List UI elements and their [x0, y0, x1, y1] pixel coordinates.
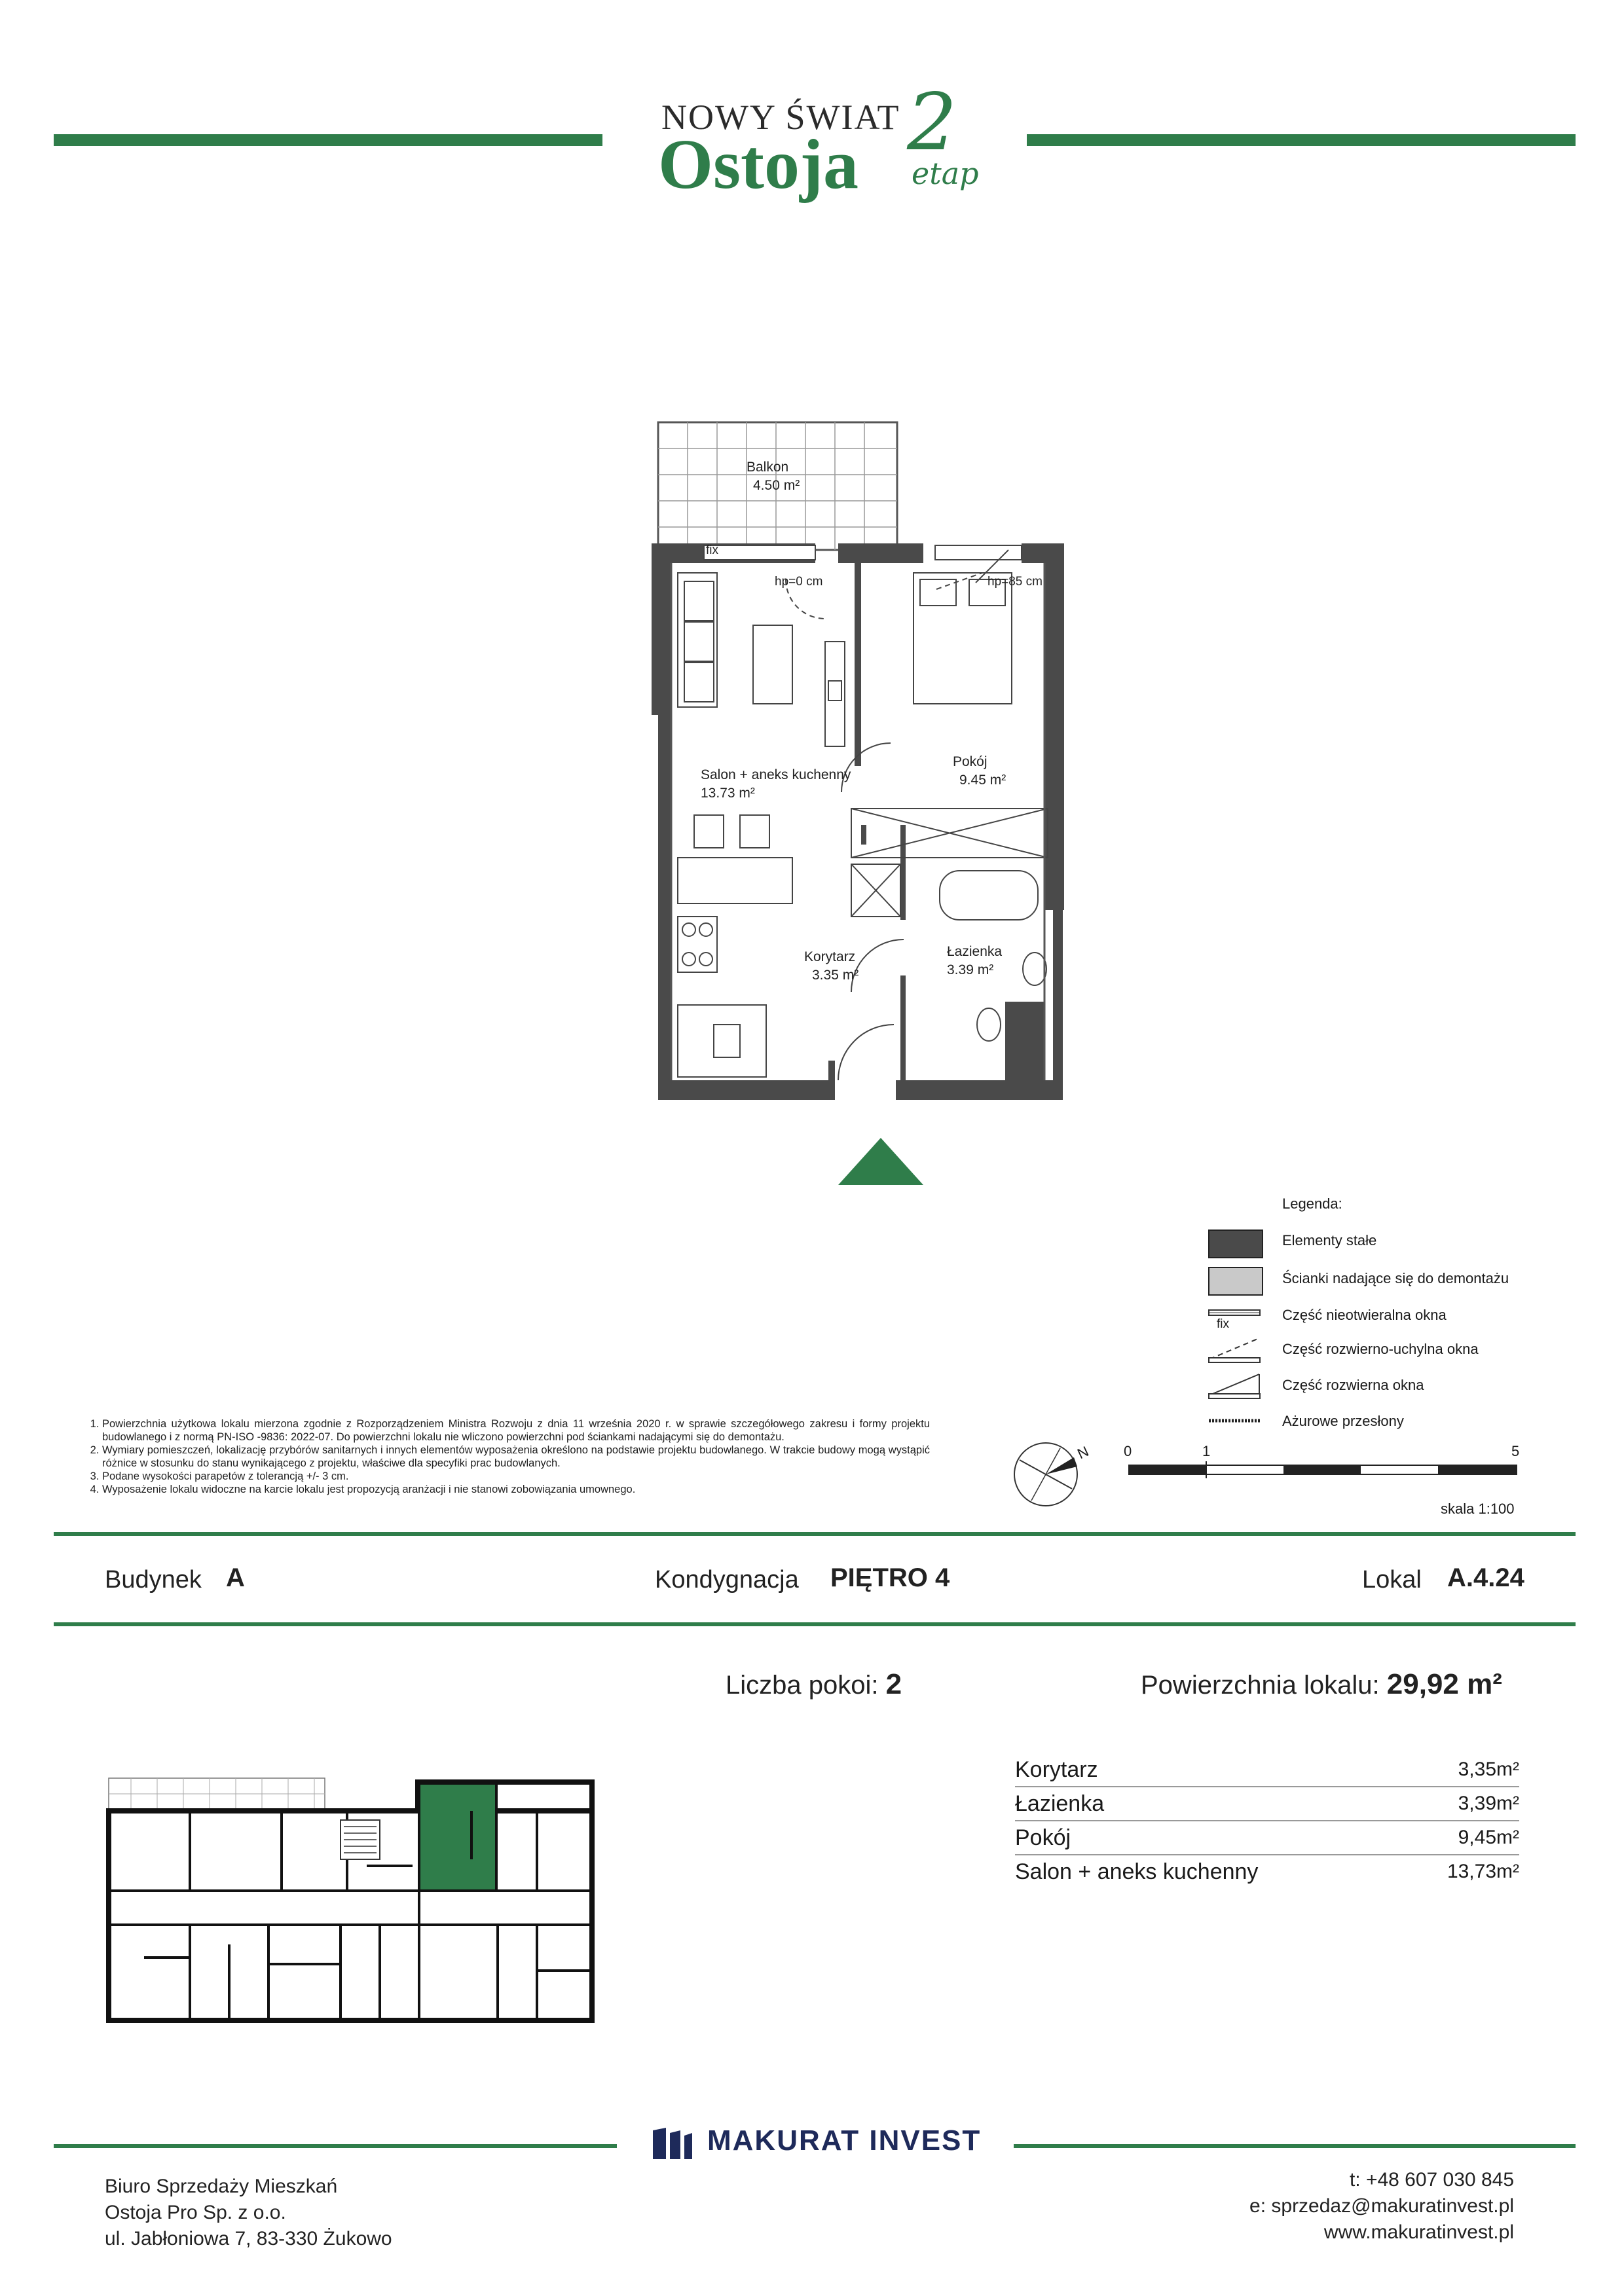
room-name: Pokój — [1015, 1825, 1071, 1850]
unit-area-value: 29,92 m² — [1386, 1668, 1502, 1700]
unit-area-label: Powierzchnia lokalu: — [1141, 1671, 1380, 1700]
key-plan — [105, 1774, 596, 2023]
furniture — [678, 550, 1048, 1080]
legend-item-fixed: Elementy stałe — [1282, 1232, 1377, 1248]
window-tilt-icon — [1208, 1336, 1261, 1363]
scale-bar — [1128, 1461, 1521, 1481]
footer-phone[interactable]: t: +48 607 030 845 — [1349, 2169, 1514, 2191]
plan-mark-fix: fix — [706, 543, 718, 557]
room-name: Łazienka — [947, 944, 1003, 959]
unit-label: Lokal — [1362, 1566, 1422, 1594]
footer-website[interactable]: www.makuratinvest.pl — [1323, 2221, 1514, 2243]
plan-mark-hp-living: hp=0 cm — [775, 575, 823, 589]
room-area: 13.73 m² — [701, 786, 755, 801]
room-name: Salon + aneks kuchenny — [1015, 1859, 1259, 1884]
legend-sub-fix: fix — [1217, 1317, 1229, 1331]
room-name: Balkon — [747, 460, 789, 475]
room-area: 9,45m² — [1458, 1827, 1519, 1848]
note-item: 1. Powierzchnia użytkowa lokalu mierzona zgodnie z Rozporządzeniem Ministra Rozwoju z dnia 11 września 2020 r. w sprawie szczegółowego zakresu i formy projektu budowlanego i z normą PN-ISO -9836: 2022-07. Do powierzchni lokalu nie wliczono powierzchni pod ściankami nadającymi się do demontażu. — [102, 1417, 930, 1444]
scale-label: skala 1:100 — [1441, 1501, 1515, 1517]
rooms-count-value: 2 — [885, 1668, 902, 1700]
area-table — [1015, 1753, 1519, 1888]
screen-icon — [1208, 1418, 1261, 1423]
header-line-right — [1027, 134, 1576, 146]
rooms-count-label: Liczba pokoi: — [726, 1671, 879, 1700]
scale-tick-1: 1 — [1202, 1443, 1211, 1459]
footer-left-line: Biuro Sprzedaży Mieszkań — [105, 2176, 338, 2197]
room-name: Korytarz — [1015, 1757, 1098, 1782]
room-area: 3,39m² — [1458, 1793, 1519, 1814]
room-area: 13,73m² — [1447, 1861, 1519, 1882]
plan-label-pokoj — [953, 753, 1031, 790]
building-value: A — [226, 1563, 245, 1592]
room-name: Salon + aneks kuchenny — [701, 767, 851, 782]
legend-item-screen: Ażurowe przesłony — [1282, 1413, 1404, 1429]
room-name: Pokój — [953, 754, 987, 769]
rooms-count — [726, 1668, 902, 1701]
legend-title: Legenda: — [1282, 1195, 1342, 1212]
footer-left-line: Ostoja Pro Sp. z o.o. — [105, 2202, 286, 2223]
scale-tick-5: 5 — [1511, 1443, 1520, 1459]
legend-swatch-fixed — [1208, 1230, 1263, 1258]
room-area: 3,35m² — [1458, 1758, 1519, 1780]
plan-label-korytarz — [804, 948, 883, 985]
note-item: 4. Wyposażenie lokalu widoczne na karcie lokalu jest propozycją aranżacji i nie stanowi zobowiązania umownego. — [102, 1483, 930, 1496]
floor-value: PIĘTRO 4 — [830, 1563, 950, 1592]
table-row — [1015, 1753, 1519, 1787]
footer-line-left — [54, 2144, 617, 2148]
table-row — [1015, 1821, 1519, 1855]
room-area: 3.39 m² — [947, 962, 994, 977]
footer-email[interactable]: e: sprzedaz@makuratinvest.pl — [1249, 2195, 1514, 2217]
room-area: 4.50 m² — [753, 478, 800, 493]
entrance-arrow-icon — [838, 1138, 923, 1185]
note-item: 3. Podane wysokości parapetów z tolerancją +/- 3 cm. — [102, 1470, 930, 1483]
window-open-icon — [1208, 1372, 1261, 1399]
compass-north: N — [1075, 1442, 1092, 1463]
makurat-logo-icon — [652, 2126, 693, 2160]
room-name: Korytarz — [804, 949, 856, 964]
unit-value: A.4.24 — [1447, 1563, 1524, 1592]
table-row — [1015, 1787, 1519, 1821]
room-area: 3.35 m² — [812, 968, 859, 983]
brand-stage-word: etap — [912, 156, 979, 191]
legend-item-window-fixed: Część nieotwieralna okna — [1282, 1307, 1447, 1323]
plan-mark-hp-room: hp=85 cm — [987, 575, 1043, 589]
window-fixed-icon — [1208, 1308, 1261, 1317]
plan-label-balkon — [747, 458, 825, 495]
plan-label-lazienka — [947, 943, 1025, 979]
footer-left-line: ul. Jabłoniowa 7, 83-330 Żukowo — [105, 2228, 392, 2250]
footer-contact — [1249, 2167, 1514, 2246]
table-row — [1015, 1855, 1519, 1888]
room-area: 9.45 m² — [959, 773, 1006, 788]
info-line-top — [54, 1532, 1576, 1536]
brand-line2: Ostoja — [658, 126, 858, 204]
unit-area — [1141, 1668, 1502, 1701]
floor-label: Kondygnacja — [655, 1566, 799, 1594]
info-line-bottom — [54, 1622, 1576, 1626]
legend-item-removable: Ścianki nadające się do demontażu — [1282, 1270, 1509, 1286]
footer-line-right — [1014, 2144, 1576, 2148]
scale-tick-0: 0 — [1124, 1443, 1132, 1459]
room-name: Łazienka — [1015, 1791, 1105, 1816]
plan-label-salon — [701, 766, 871, 803]
note-item: 2. Wymiary pomieszczeń, lokalizację przybórów sanitarnych i innych elementów wyposażenia określono na podstawie projektu budowlanego. W trakcie budowy mogą wystąpić różnice w stosunku do stanu wynikającego z projektu, właściwe dla specyfiki prac budowlanych. — [102, 1444, 930, 1470]
brand-stage-number: 2 — [907, 77, 957, 168]
header-line-left — [54, 134, 602, 146]
legend-swatch-removable — [1208, 1267, 1263, 1296]
footer-logo-text: MAKURAT INVEST — [707, 2124, 982, 2157]
legend-item-window-open: Część rozwierna okna — [1282, 1377, 1424, 1393]
notes — [85, 1417, 930, 1496]
brand-line1: NOWY ŚWIAT — [661, 98, 900, 137]
legend-item-window-tilt: Część rozwierno-uchylna okna — [1282, 1341, 1479, 1357]
building-label: Budynek — [105, 1566, 202, 1594]
footer-address — [105, 2174, 392, 2252]
